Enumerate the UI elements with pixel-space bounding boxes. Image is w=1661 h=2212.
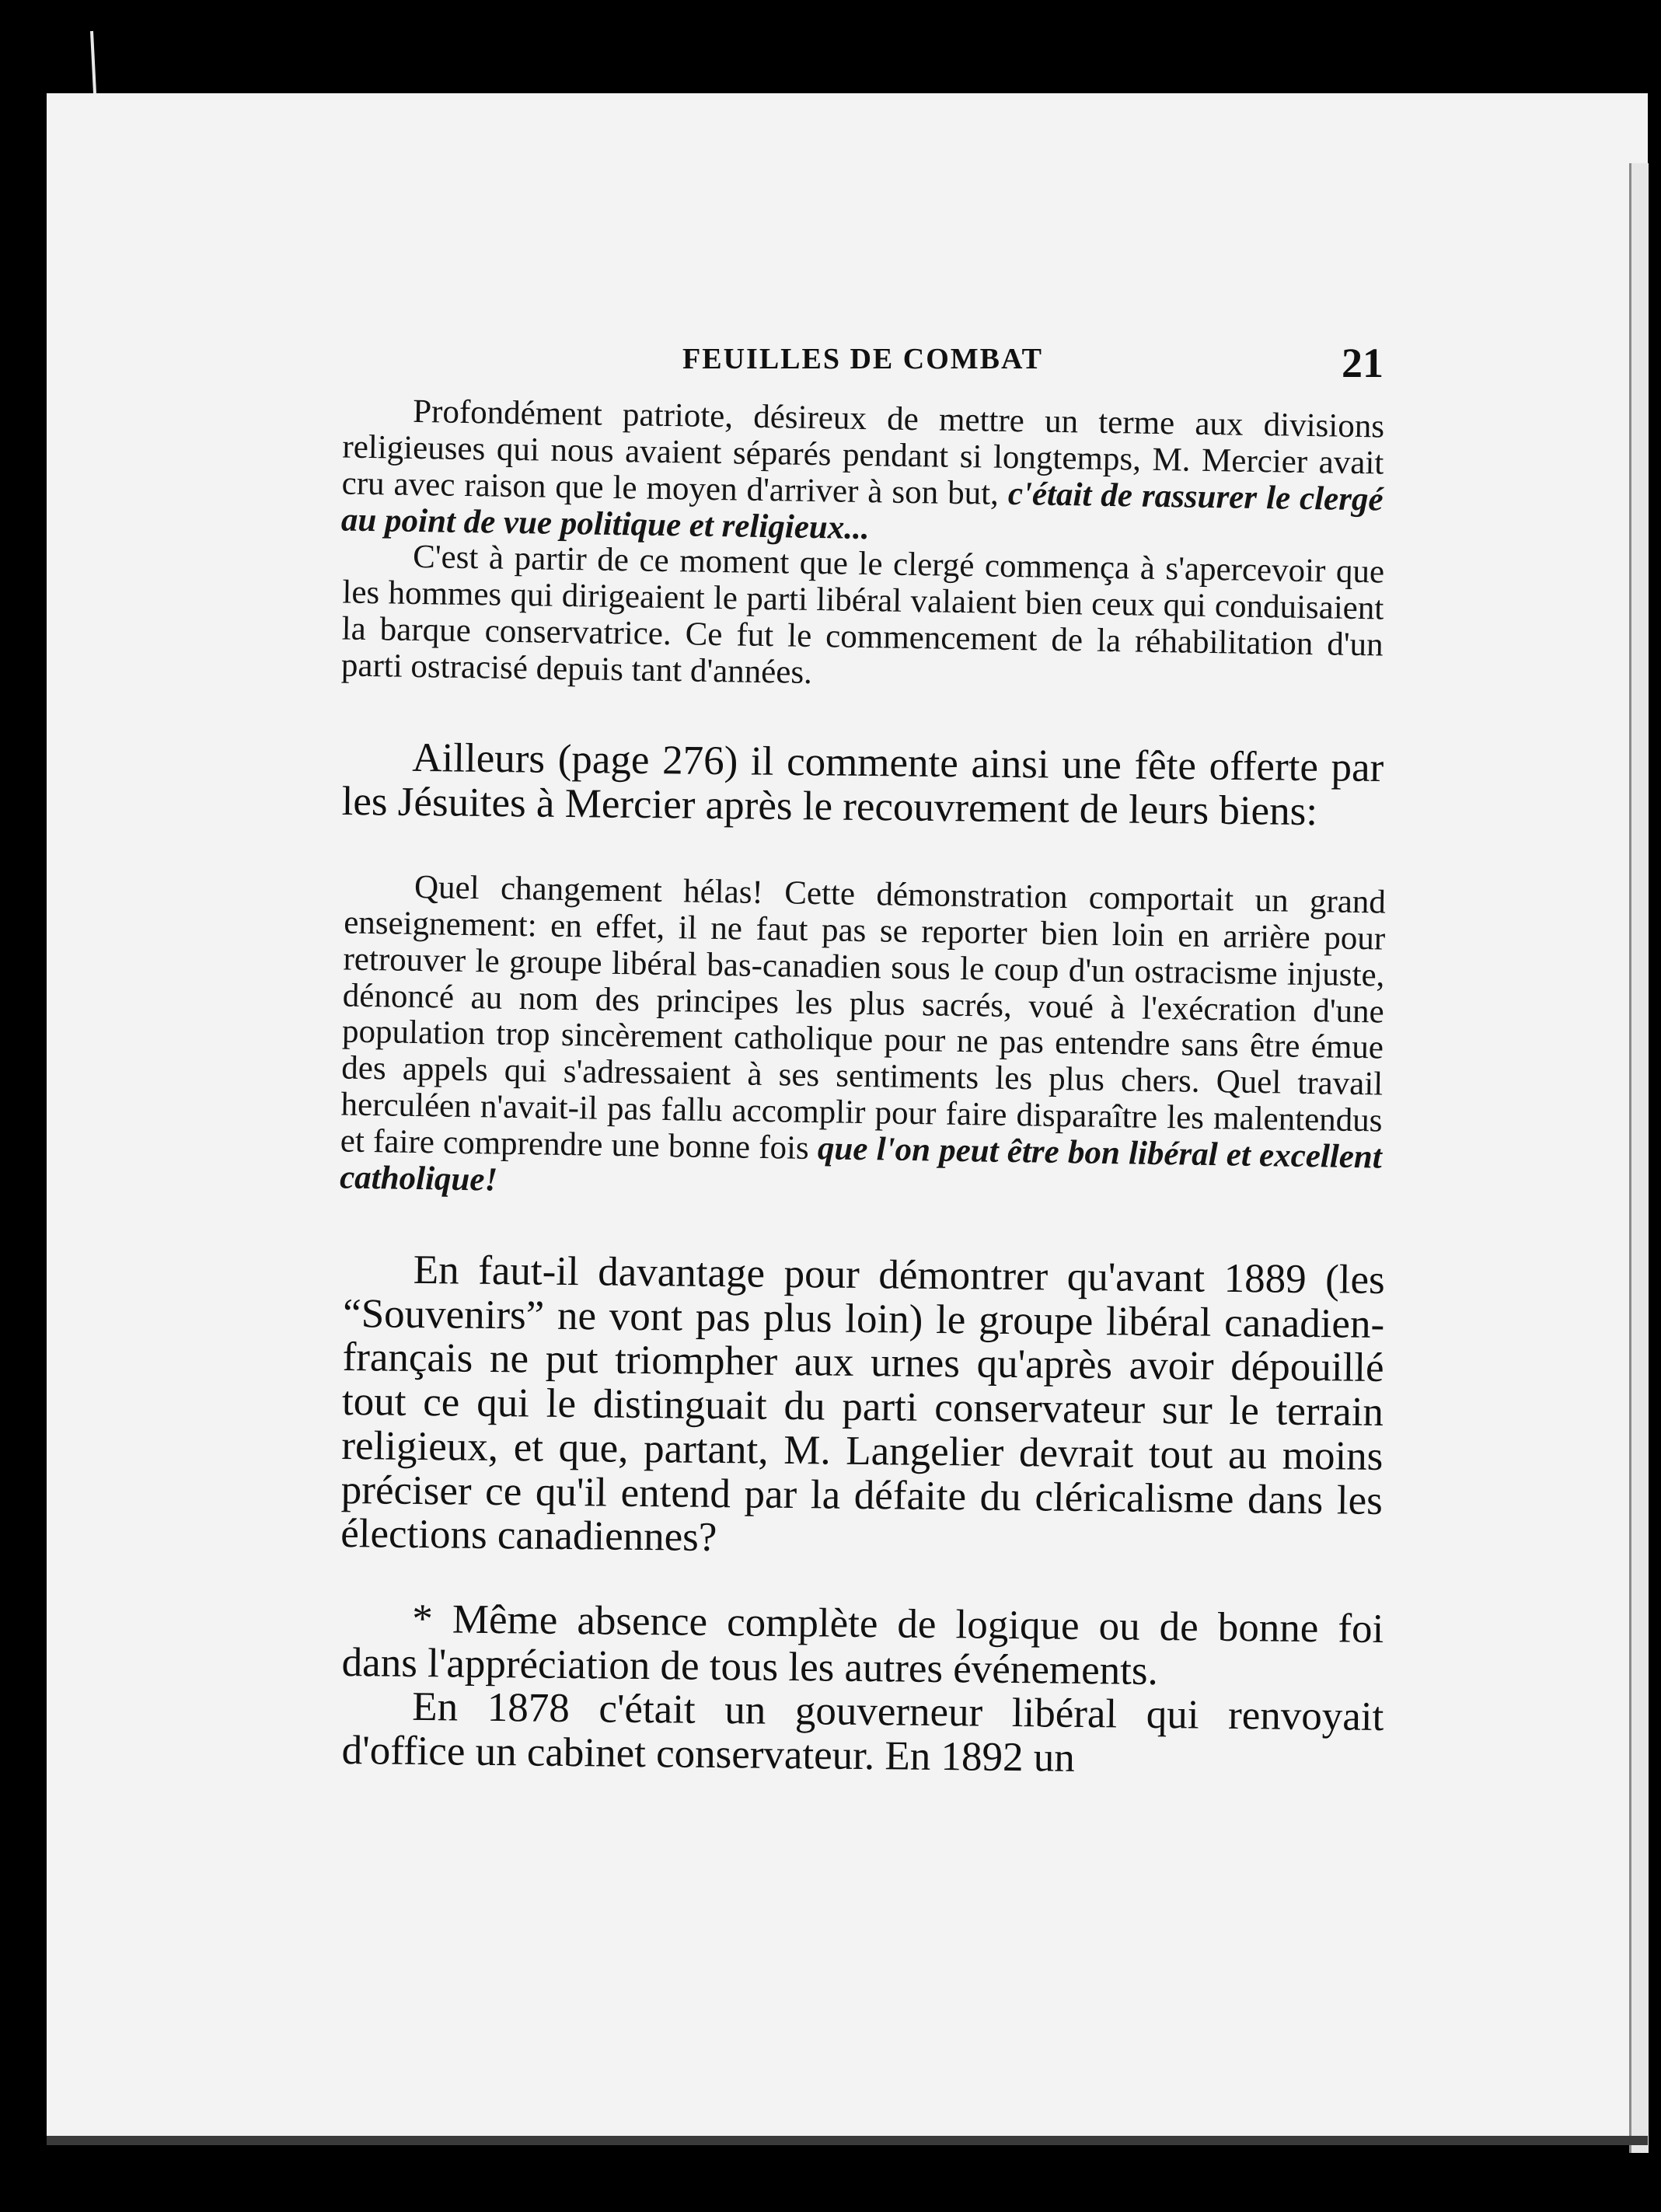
body-paragraph: * Même absence complète de logique ou de bonne foi dans l'appréciation de tous les autres événements. [341, 1596, 1384, 1694]
quote-paragraph [341, 393, 1385, 554]
quote-text: Quel changement hélas! Cette démonstration comportait un grand enseignement: en effet, il ne faut pas se reporter bien loin en arrière pour retrouver le groupe libéral bas-canadien sous le coup d'un ostracisme injuste, dénoncé au nom des principes les plus sacrés, voué à l'exécration d'une population trop sincèrement catholique pour ne pas entendre sans être émue des appels qui s'adressaient à ses sentiments les plus chers. Quel travail herculéen n'avait-il pas fallu accomplir pour faire disparaître les malentendus et faire comprendre une bonne fois [340, 869, 1387, 1167]
body-paragraph: En 1878 c'était un gouverneur libéral qui renvoyait d'office un cabinet conservateur. En 1892 un [341, 1684, 1384, 1781]
page-edge [1629, 163, 1649, 2153]
page-number: 21 [1342, 340, 1384, 386]
quote-italic: c'était de rassurer le clergé au point de vue politique et religieux... [340, 475, 1384, 546]
quote-text: Profondément patriote, désireux de mettre un terme aux divisions religieuses qui nous avaient séparés pendant si longtemps, M. Mercier avait cru avec raison que le moyen d'arriver à son but, [341, 393, 1385, 512]
running-title: FEUILLES DE COMBAT [682, 343, 1043, 375]
quote-paragraph [340, 869, 1386, 1213]
running-head [342, 342, 1384, 396]
quote-italic: que l'on peut être bon libéral et excellent catholique! [339, 1130, 1383, 1198]
body-paragraph: En faut-il davantage pour démontrer qu'avant 1889 (les “Souvenirs” ne vont pas plus loin) le groupe libéral canadien-français ne put triompher aux urnes qu'après avoir dépouillé tout ce qui le distinguait du parti conservateur sur le terrain religieux, et que, partant, M. Langelier devrait tout au moins préciser ce qu'il entend par la défaite du cléricalisme dans les élections canadiennes? [340, 1247, 1386, 1561]
page-bottom-shadow [47, 2136, 1648, 2145]
quote-paragraph: C'est à partir de ce moment que le clergé commença à s'apercevoir que les hommes qui dirigeaient le parti libéral valaient bien ceux qui conduisaient la barque conservatrice. Ce fut le commencement de la réhabilitation d'un parti ostracisé depuis tant d'années. [340, 539, 1385, 691]
page-text [339, 340, 1387, 1781]
body-paragraph: Ailleurs (page 276) il commente ainsi une fête offerte par les Jésuites à Mercier après le recouvrement de leurs biens: [341, 734, 1384, 834]
